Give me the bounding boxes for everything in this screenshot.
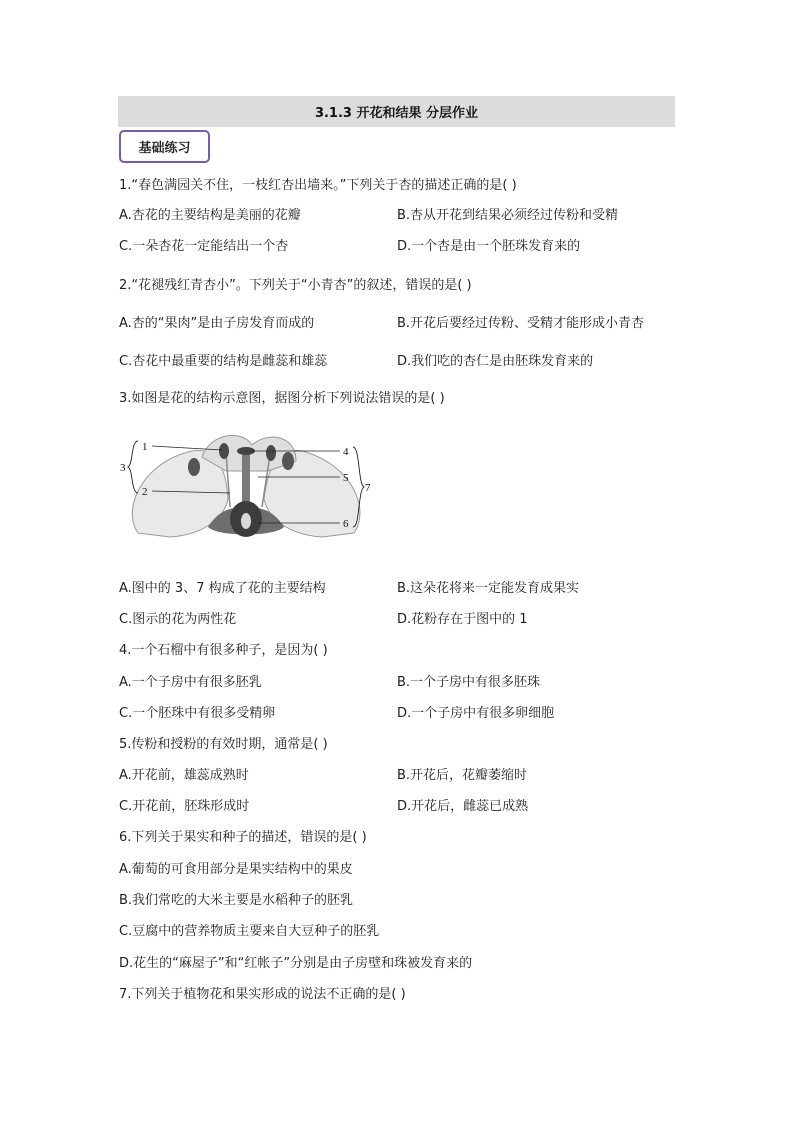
option-b: B.杏从开花到结果必须经过传粉和受精 [397,208,619,223]
option-a: A.杏花的主要结构是美丽的花瓣 [119,208,301,223]
option-d: D.我们吃的杏仁是由胚珠发育来的 [397,354,594,369]
label-7: 7 [365,482,371,494]
section-tag: 基础练习 [119,130,210,163]
question-stem: 6.下列关于果实和种子的描述，错误的是( ) [119,830,367,845]
option-b: B.一个子房中有很多胚珠 [397,675,541,690]
label-2: 2 [142,486,148,498]
option-a: A.葡萄的可食用部分是果实结构中的果皮 [119,862,353,877]
option-b: B.这朵花将来一定能发育成果实 [397,581,580,596]
flower-structure-diagram [118,427,374,541]
label-5: 5 [343,472,349,484]
option-c: C.一个胚珠中有很多受精卵 [119,706,276,721]
ovule-illustration [241,513,251,529]
option-b: B.开花后，花瓣萎缩时 [397,768,528,783]
option-a: A.开花前，雄蕊成熟时 [119,768,249,783]
anther-illustration [219,443,229,459]
question-stem: 2.“花褪残红青杏小”。下列关于“小青杏”的叙述，错误的是( ) [119,278,472,293]
option-d: D.花生的“麻屋子”和“红帐子”分别是由子房壁和珠被发育来的 [119,956,473,971]
option-c: C.杏花中最重要的结构是雌蕊和雄蕊 [119,354,328,369]
option-d: D.一个杏是由一个胚珠发育来的 [397,239,581,254]
question-stem: 7.下列关于植物花和果实形成的说法不正确的是( ) [119,987,406,1002]
option-d: D.一个子房中有很多卵细胞 [397,706,555,721]
option-d: D.花粉存在于图中的 1 [397,612,528,627]
question-stem: 3.如图是花的结构示意图，据图分析下列说法错误的是( ) [119,391,445,406]
label-6: 6 [343,518,349,530]
petal-spot-illustration [188,458,200,476]
option-c: C.图示的花为两性花 [119,612,237,627]
question-stem: 4.一个石榴中有很多种子，是因为( ) [119,643,328,658]
option-a: A.图中的 3、7 构成了花的主要结构 [119,581,326,596]
question-stem: 5.传粉和授粉的有效时期，通常是( ) [119,737,328,752]
label-4: 4 [343,446,349,458]
option-c: C.一朵杏花一定能结出一个杏 [119,239,289,254]
label-3: 3 [120,462,126,474]
option-a: A.杏的“果肉”是由子房发育而成的 [119,316,315,331]
label-1: 1 [142,441,148,453]
brace-3 [128,441,138,493]
option-c: C.开花前，胚珠形成时 [119,799,250,814]
option-c: C.豆腐中的营养物质主要来自大豆种子的胚乳 [119,924,380,939]
option-d: D.开花后，雌蕊已成熟 [397,799,529,814]
option-a: A.一个子房中有很多胚乳 [119,675,262,690]
anther-illustration [266,445,276,461]
question-stem: 1.“春色满园关不住，一枝红杏出墙来。”下列关于杏的描述正确的是( ) [119,178,517,193]
worksheet-title: 3.1.3 开花和结果 分层作业 [118,96,675,127]
option-b: B.开花后要经过传粉、受精才能形成小青杏 [397,316,645,331]
petal-spot-illustration [282,452,294,470]
option-b: B.我们常吃的大米主要是水稻种子的胚乳 [119,893,354,908]
